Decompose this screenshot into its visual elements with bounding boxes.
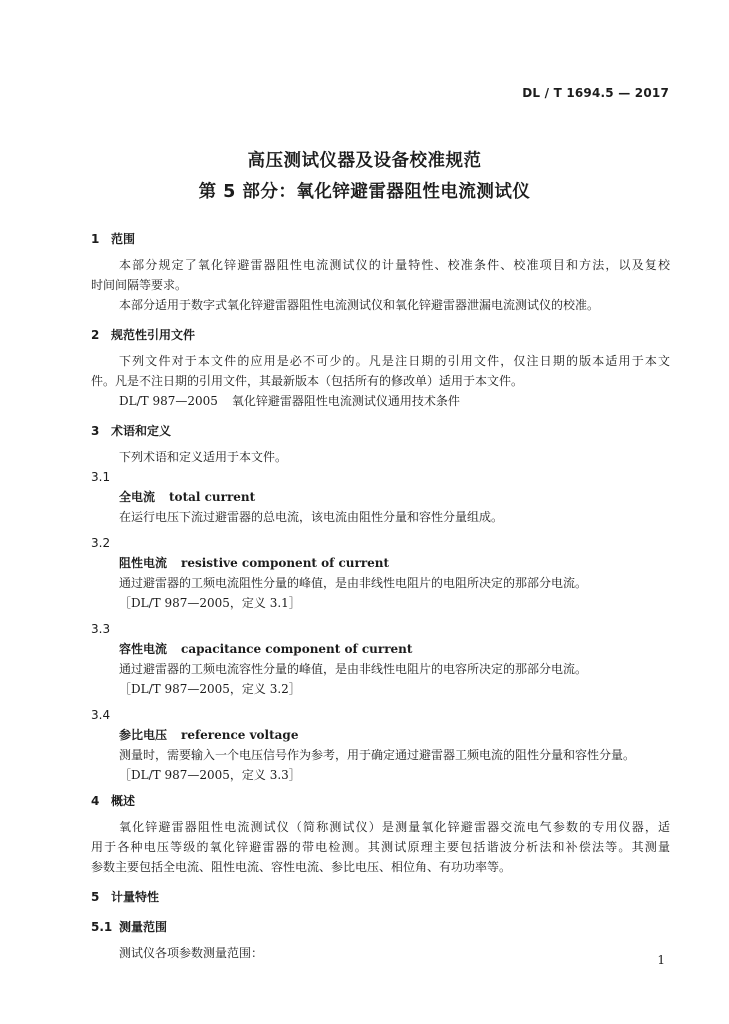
term-source: ［DL/T 987—2005，定义 3.1］ — [119, 596, 301, 610]
term-number: 3.2 — [91, 536, 111, 550]
document-title: 高压测试仪器及设备校准规范 — [247, 151, 482, 171]
section-number: 5 — [91, 890, 100, 904]
section-title: 概述 — [111, 794, 136, 808]
section-title: 术语和定义 — [111, 424, 172, 438]
term-name — [91, 639, 670, 659]
term-en: capacitance component of current — [181, 642, 413, 656]
term-zh: 参比电压 — [119, 728, 168, 742]
term-definition: 测量时，需要输入一个电压信号作为参考，用于确定通过避雷器工频电流的阻性分量和容性分量。 — [119, 748, 636, 762]
term-definition: 在运行电压下流过避雷器的总电流，该电流由阻性分量和容性分量组成。 — [119, 510, 504, 524]
subsection-number: 5.1 — [91, 920, 113, 934]
term-name — [91, 553, 670, 573]
section-title: 规范性引用文件 — [111, 328, 196, 342]
term-zh: 容性电流 — [119, 642, 168, 656]
term-name — [91, 725, 670, 745]
section-number: 2 — [91, 328, 100, 342]
section-title: 范围 — [111, 232, 136, 246]
section-number: 3 — [91, 424, 100, 438]
term-number: 3.1 — [91, 470, 111, 484]
paragraph-line: 本部分规定了氧化锌避雷器阻性电流测试仪的计量特性、校准条件、校准项目和方法，以及复校 — [119, 258, 670, 272]
section-heading-1 — [91, 229, 670, 249]
term-zh: 阻性电流 — [119, 556, 168, 570]
term-number: 3.4 — [91, 708, 111, 722]
term-en: reference voltage — [181, 728, 299, 742]
paragraph-line: 氧化锌避雷器阻性电流测试仪（简称测试仪）是测量氧化锌避雷器交流电气参数的专用仪器，适 — [119, 820, 670, 834]
paragraph-line: 下列术语和定义适用于本文件。 — [119, 450, 288, 464]
subsection-heading-5-1 — [91, 917, 670, 937]
section-heading-2 — [91, 325, 670, 345]
section-heading-4 — [91, 791, 670, 811]
term-en: total current — [169, 490, 256, 504]
paragraph-line: 用于各种电压等级的氧化锌避雷器的带电检测。其测试原理主要包括谐波分析法和补偿法等。其测量 — [91, 840, 670, 854]
document-subtitle: 第 5 部分：氧化锌避雷器阻性电流测试仪 — [198, 182, 531, 202]
document-body — [91, 229, 670, 963]
section-number: 1 — [91, 232, 100, 246]
paragraph-line: 件。凡是不注日期的引用文件，其最新版本（包括所有的修改单）适用于本文件。 — [91, 374, 524, 388]
section-number: 4 — [91, 794, 100, 808]
paragraph-line: 测试仪各项参数测量范围： — [119, 946, 264, 960]
term-definition: 通过避雷器的工频电流容性分量的峰值，是由非线性电阻片的电容所决定的那部分电流。 — [119, 662, 588, 676]
term-zh: 全电流 — [119, 490, 156, 504]
paragraph-line: 本部分适用于数字式氧化锌避雷器阻性电流测试仪和氧化锌避雷器泄漏电流测试仪的校准。 — [119, 298, 600, 312]
page-number: 1 — [657, 953, 665, 967]
paragraph-line: 时间间隔等要求。 — [91, 278, 188, 292]
term-definition: 通过避雷器的工频电流阻性分量的峰值，是由非线性电阻片的电阻所决定的那部分电流。 — [119, 576, 588, 590]
paragraph-line: 下列文件对于本文件的应用是必不可少的。凡是注日期的引用文件，仅注日期的版本适用于本文 — [119, 354, 670, 368]
subsection-title: 测量范围 — [119, 920, 168, 934]
reference-title: 氧化锌避雷器阻性电流测试仪通用技术条件 — [231, 394, 460, 408]
section-title: 计量特性 — [111, 890, 160, 904]
section-heading-3 — [91, 421, 670, 441]
normative-reference — [91, 391, 670, 411]
section-heading-5 — [91, 887, 670, 907]
term-en: resistive component of current — [181, 556, 390, 570]
term-source: ［DL/T 987—2005，定义 3.3］ — [119, 768, 301, 782]
reference-code: DL/T 987—2005 — [119, 394, 218, 408]
term-name — [91, 487, 670, 507]
standard-code: DL / T 1694.5 — 2017 — [522, 86, 669, 100]
paragraph-line: 参数主要包括全电流、阻性电流、容性电流、参比电压、相位角、有功功率等。 — [91, 860, 512, 874]
term-source: ［DL/T 987—2005，定义 3.2］ — [119, 682, 301, 696]
term-number: 3.3 — [91, 622, 111, 636]
